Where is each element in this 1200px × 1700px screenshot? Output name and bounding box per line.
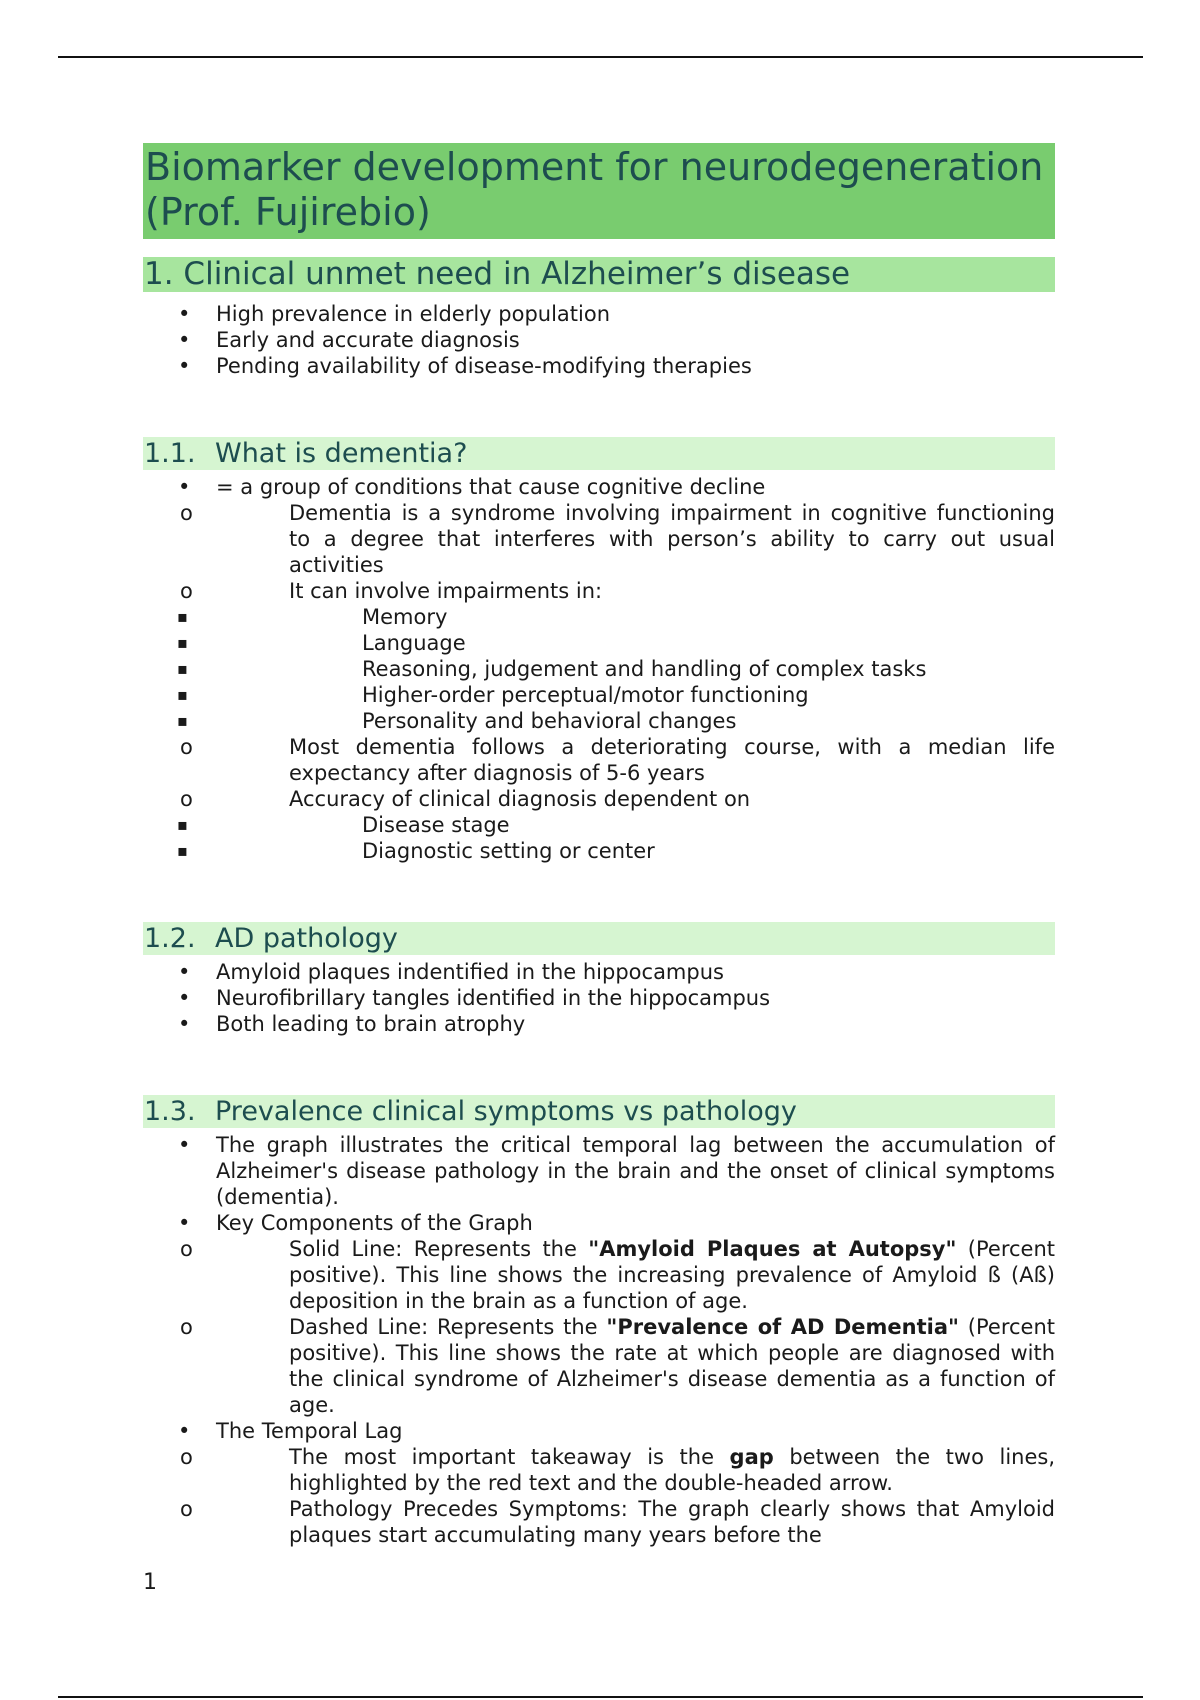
section-title: AD pathology xyxy=(215,923,398,954)
list-item: • Neurofibrillary tangles identified in the hippocampus xyxy=(143,985,1055,1011)
section-1-1-sublist xyxy=(143,500,1055,604)
section-1-1-sublist-2 xyxy=(143,734,1055,812)
sub-list-item: o The most important takeaway is the gap between the two lines, highlighted by the red text and the double-headed arrow. xyxy=(143,1444,1055,1496)
list-item: ▪ Personality and behavioral changes xyxy=(143,708,1055,734)
sub-list-item: o Pathology Precedes Symptoms: The graph clearly shows that Amyloid plaques start accumulating many years before the xyxy=(143,1496,1055,1548)
list-item: • Both leading to brain atrophy xyxy=(143,1011,1055,1037)
page-number: 1 xyxy=(143,1570,157,1595)
list-item: ▪ Memory xyxy=(143,604,1055,630)
temporal-lag-list xyxy=(143,1444,1055,1548)
list-item: • Amyloid plaques indentified in the hippocampus xyxy=(143,959,1055,985)
list-item: ▪ Disease stage xyxy=(143,812,1055,838)
list-item: ▪ Higher-order perceptual/motor functioning xyxy=(143,682,1055,708)
header-rule xyxy=(58,56,1143,58)
section-1-3-list-2 xyxy=(143,1418,1055,1444)
solid-line-description: o Solid Line: Represents the "Amyloid Plaques at Autopsy" (Percent positive). This line shows the increasing prevalence of Amyloid ß (Aß) deposition in the brain as a function of age. xyxy=(143,1236,1055,1314)
section-1-1-heading xyxy=(143,437,1055,470)
section-number: 1.3. xyxy=(144,1096,196,1127)
sub-list-item: o Most dementia follows a deteriorating course, with a median life expectancy after diagnosis of 5-6 years xyxy=(143,734,1055,786)
section-1-2-list xyxy=(143,959,1055,1037)
section-1-3-list xyxy=(143,1132,1055,1236)
section-1-1-list xyxy=(143,474,1055,500)
dashed-line-description: o Dashed Line: Represents the "Prevalence of AD Dementia" (Percent positive). This line shows the rate at which people are diagnosed with the clinical syndrome of Alzheimer's disease dementia as a function of age. xyxy=(143,1314,1055,1418)
section-number: 1.2. xyxy=(144,923,196,954)
section-title: Prevalence clinical symptoms vs pathology xyxy=(215,1096,797,1127)
list-item: • Early and accurate diagnosis xyxy=(143,327,1055,353)
diagnosis-factors-list xyxy=(143,812,1055,864)
section-1-heading: 1. Clinical unmet need in Alzheimer’s disease xyxy=(143,257,1055,292)
document-body xyxy=(143,143,1055,1548)
list-item: • High prevalence in elderly population xyxy=(143,301,1055,327)
sub-list-item: o Accuracy of clinical diagnosis dependent on xyxy=(143,786,1055,812)
section-1-3-heading xyxy=(143,1095,1055,1128)
footer-rule xyxy=(58,1696,1143,1698)
impairments-list xyxy=(143,604,1055,734)
section-title: What is dementia? xyxy=(215,438,468,469)
section-number: 1.1. xyxy=(144,438,196,469)
section-1-list xyxy=(143,301,1055,379)
list-item: ▪ Language xyxy=(143,630,1055,656)
section-1-2-heading xyxy=(143,922,1055,955)
list-item: ▪ Reasoning, judgement and handling of complex tasks xyxy=(143,656,1055,682)
list-item: • The graph illustrates the critical temporal lag between the accumulation of Alzheimer's disease pathology in the brain and the onset of clinical symptoms (dementia). xyxy=(143,1132,1055,1210)
list-item: • The Temporal Lag xyxy=(143,1418,1055,1444)
document-title: Biomarker development for neurodegeneration (Prof. Fujirebio) xyxy=(143,143,1055,239)
sub-list-item: o It can involve impairments in: xyxy=(143,578,1055,604)
graph-components-list xyxy=(143,1236,1055,1418)
list-item: • = a group of conditions that cause cognitive decline xyxy=(143,474,1055,500)
list-item: ▪ Diagnostic setting or center xyxy=(143,838,1055,864)
list-item: • Key Components of the Graph xyxy=(143,1210,1055,1236)
sub-list-item: o Dementia is a syndrome involving impairment in cognitive functioning to a degree that interferes with person’s ability to carry out usual activities xyxy=(143,500,1055,578)
list-item: • Pending availability of disease-modifying therapies xyxy=(143,353,1055,379)
